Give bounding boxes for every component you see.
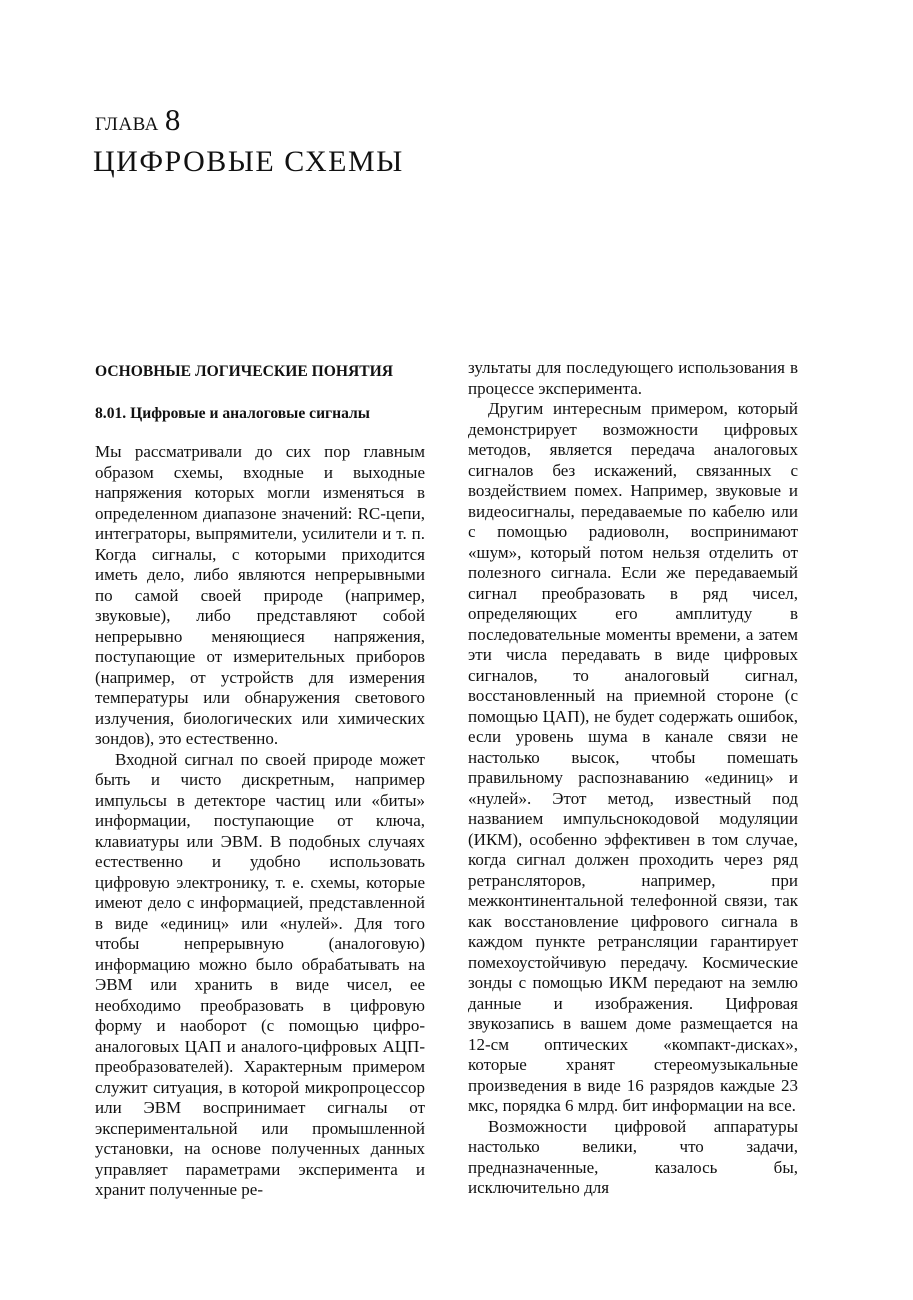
left-column (95, 358, 425, 1201)
paragraph: Мы рассматривали до сих пор главным образом схемы, входные и выходные напряжения которых могли изменяться в определенном диапазоне значений: RC-цепи, интеграторы, выпрямители, усилители и т. п. Когда сигналы, с которыми приходится иметь дело, либо являются непрерывными по самой своей природе (например, звуковые), либо представляют собой непрерывно меняющиеся напряжения, поступающие от измерительных приборов (например, от устройств для измерения температуры или обнаружения светового излучения, биологических или химических зондов), это естественно. (95, 442, 425, 748)
chapter-label-text: ГЛАВА (95, 114, 159, 135)
right-column (468, 358, 798, 1199)
paragraph: Входной сигнал по своей природе может быть и чисто дискретным, например импульсы в детекторе частиц или «биты» информации, поступающие от ключа, клавиатуры или ЭВМ. В подобных случаях естественно и удобно использовать цифровую электронику, т. е. схемы, которые имеют дело с информацией, представленной в виде «единиц» или «нулей». Для того чтобы непрерывную (аналоговую) информацию можно было обрабатывать на ЭВМ или хранить в виде чисел, ее необходимо преобразовать в цифровую форму и наоборот (с помощью цифро-аналоговых ЦАП и аналого-цифровых АЦП-преобразователей). Характерным примером служит ситуация, в которой микропроцессор или ЭВМ воспринимает сигналы от экспериментальной или промышленной установки, на основе полученных данных управляет параметрами эксперимента и хранит полученные ре- (95, 749, 425, 1199)
chapter-number: 8 (164, 102, 181, 137)
chapter-title: ЦИФРОВЫЕ СХЕМЫ (93, 145, 404, 178)
chapter-label (95, 100, 181, 145)
subsection-heading: 8.01. Цифровые и аналоговые сигналы (95, 405, 370, 422)
section-heading: ОСНОВНЫЕ ЛОГИЧЕСКИЕ ПОНЯТИЯ (95, 363, 394, 380)
paragraph: Другим интересным примером, который демонстрирует возможности цифровых методов, является передача аналоговых сигналов без искажений, связанных с воздействием помех. Например, звуковые и видеосигналы, передаваемые по кабелю или с помощью радиоволн, воспринимают «шум», который потом нельзя отделить от полезного сигнала. Если же передаваемый сигнал преобразовать в ряд чисел, определяющих его амплитуду в последовательные моменты времени, а затем эти числа передавать в виде цифровых сигналов, то аналоговый сигнал, восстановленный на приемной стороне (с помощью ЦАП), не будет содержать ошибок, если уровень шума в канале связи не настолько высок, чтобы помешать правильному распознаванию «единиц» и «нулей». Этот метод, известный под названием импульснокодовой модуляции (ИКМ), особенно эффективен в том случае, когда сигнал должен проходить через ряд ретрансляторов, например, при межконтинентальной телефонной связи, так как восстановление цифрового сигнала в каждом пункте ретрансляции гарантирует помехоустойчивую передачу. Космические зонды с помощью ИКМ передают на землю данные и изображения. Цифровая звукозапись в вашем доме размещается на 12-см оптических «компакт-дисках», которые хранят стереомузыкальные произведения в виде 16 разрядов каждые 23 мкс, порядка 6 млрд. бит информации на все. (468, 399, 798, 1115)
paragraph: Возможности цифровой аппаратуры настолько велики, что задачи, предназначенные, казалось бы, исключительно для (468, 1116, 798, 1197)
paragraph: зультаты для последующего использования в процессе эксперимента. (468, 358, 798, 398)
